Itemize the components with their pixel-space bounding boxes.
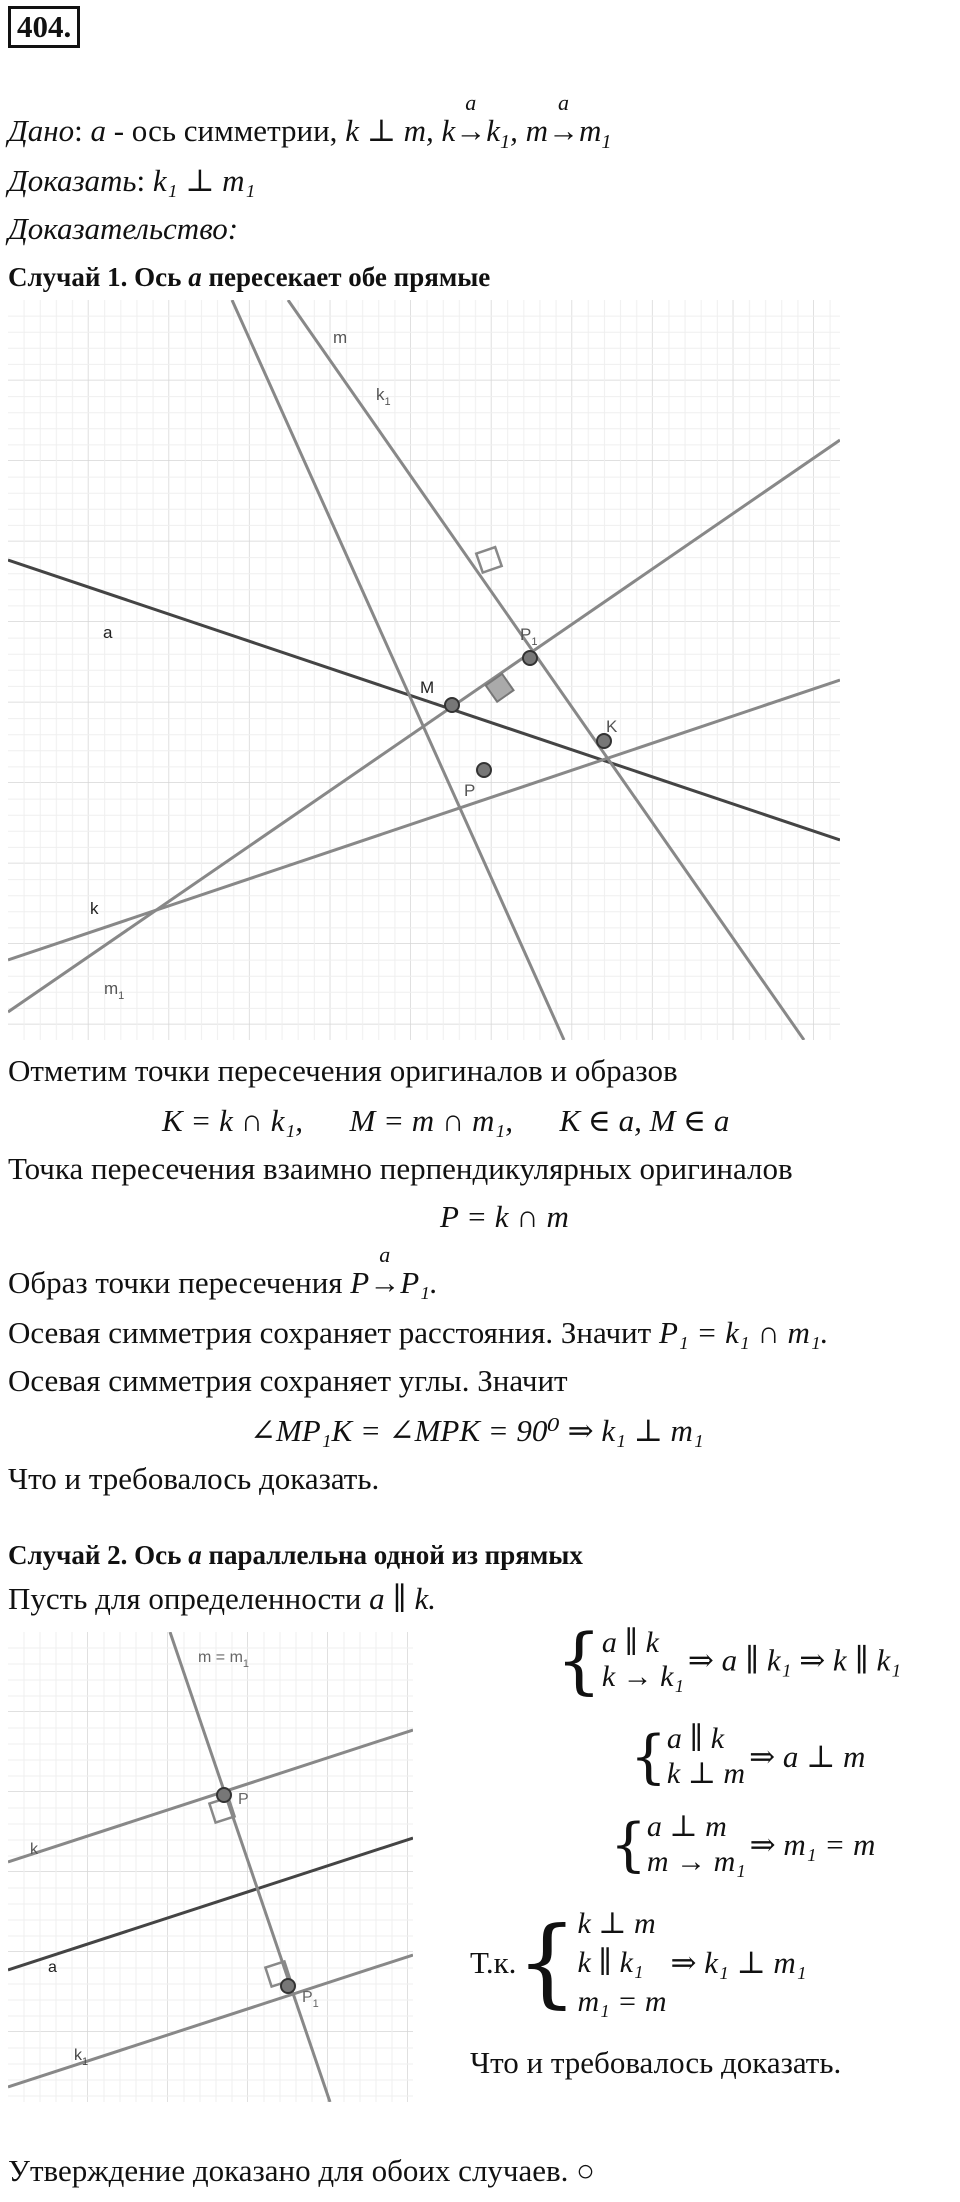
proof-label: Доказательство: xyxy=(8,211,239,246)
label-P1: $P_1$ xyxy=(520,625,538,648)
label-M: M xyxy=(420,678,435,697)
figure-case2 xyxy=(8,1632,413,2102)
label-m1: $m_1$ xyxy=(104,979,125,1002)
point-M xyxy=(445,698,459,712)
text-line5: Образ точки пересечения P a →P₁. xyxy=(8,1242,438,1300)
label-k: k xyxy=(90,899,99,918)
case1-title: Случай 1. Ось a пересекает обе прямые xyxy=(8,262,491,292)
arrow-a-3: a → xyxy=(369,1242,401,1300)
point-K xyxy=(597,734,611,748)
system-3: {a ⊥ m m → m₁ ⇒ m₁ = m xyxy=(610,1810,876,1879)
system-1: {a ∥ k k → k₁ ⇒ a ∥ k₁ ⇒ k ∥ k₁ xyxy=(556,1618,902,1702)
point-P-2 xyxy=(217,1788,231,1802)
text-line1: Отметим точки пересечения оригиналов и образов xyxy=(8,1053,678,1088)
grid-2 xyxy=(8,1632,413,2102)
text-line6: Осевая симметрия сохраняет расстояния. Значит P₁ = k₁ ∩ m₁. xyxy=(8,1315,829,1350)
case2-intro: Пусть для определенности a ∥ k. xyxy=(8,1581,436,1616)
text-line10: Что и требовалось доказать. xyxy=(470,2045,842,2080)
label-P-2: P xyxy=(238,1791,249,1808)
text-line2: K = k ∩ k₁, M = m ∩ m₁, K ∈ a, M ∈ a xyxy=(162,1103,730,1138)
given-text: - ось симметрии, xyxy=(105,113,346,148)
text-line3: Точка пересечения взаимно перпендикулярных оригиналов xyxy=(8,1151,793,1186)
case2-title: Случай 2. Ось a параллельна одной из прямых xyxy=(8,1540,583,1570)
given-axis: a xyxy=(90,113,106,148)
point-P1 xyxy=(523,651,537,665)
label-k-2: k xyxy=(30,1841,38,1858)
label-K: K xyxy=(606,717,618,736)
label-P: P xyxy=(464,781,476,800)
grid xyxy=(8,300,840,1040)
text-line9: Что и требовалось доказать. xyxy=(8,1461,380,1496)
label-k1-2: $k_1$ xyxy=(74,2047,89,2068)
text-line8: ∠MP₁K = ∠MPK = 90⁰ ⇒ k₁ ⊥ m₁ xyxy=(250,1413,704,1448)
label-mm1: $m = m_1$ xyxy=(198,1649,250,1670)
given-label: Дано xyxy=(8,113,75,148)
text-line4: P = k ∩ m xyxy=(440,1199,569,1234)
given-sep: , m xyxy=(510,113,548,148)
prove-line: Доказать: k₁ ⊥ m₁ xyxy=(8,163,256,198)
point-P xyxy=(477,763,491,777)
arrow-a-2: a → xyxy=(547,90,579,148)
prove-label: Доказать xyxy=(8,163,137,198)
point-P1-2 xyxy=(281,1979,295,1993)
label-m: m xyxy=(333,328,348,347)
figure-case1 xyxy=(8,300,840,1040)
system-2: {a ∥ k k ⊥ m ⇒ a ⊥ m xyxy=(630,1722,866,1791)
text-line7: Осевая симметрия сохраняет углы. Значит xyxy=(8,1363,568,1398)
label-a: a xyxy=(103,623,113,642)
system-4: Т.к.{k ⊥ m k ∥ k₁ m₁ = m ⇒ k₁ ⊥ m₁ xyxy=(470,1906,807,2019)
label-P1-2: $P_1$ xyxy=(302,1989,319,2010)
given-relation: k ⊥ m, k xyxy=(345,113,456,148)
label-k1: $k_1$ xyxy=(376,385,391,408)
label-a-2: a xyxy=(48,1959,57,1976)
conclusion: Утверждение доказано для обоих случаев. ○ xyxy=(8,2153,595,2188)
given-line: Дано: a - ось симметрии, k ⊥ m, k a $\to k_1$, m a $\to m_1$ xyxy=(8,90,612,154)
prove-expr: k₁ ⊥ m₁ xyxy=(152,163,256,198)
given-m1: m xyxy=(578,113,602,148)
arrow-a-1: a → xyxy=(455,90,487,148)
given-k1: k xyxy=(486,113,501,148)
problem-number: 404. xyxy=(8,6,80,48)
